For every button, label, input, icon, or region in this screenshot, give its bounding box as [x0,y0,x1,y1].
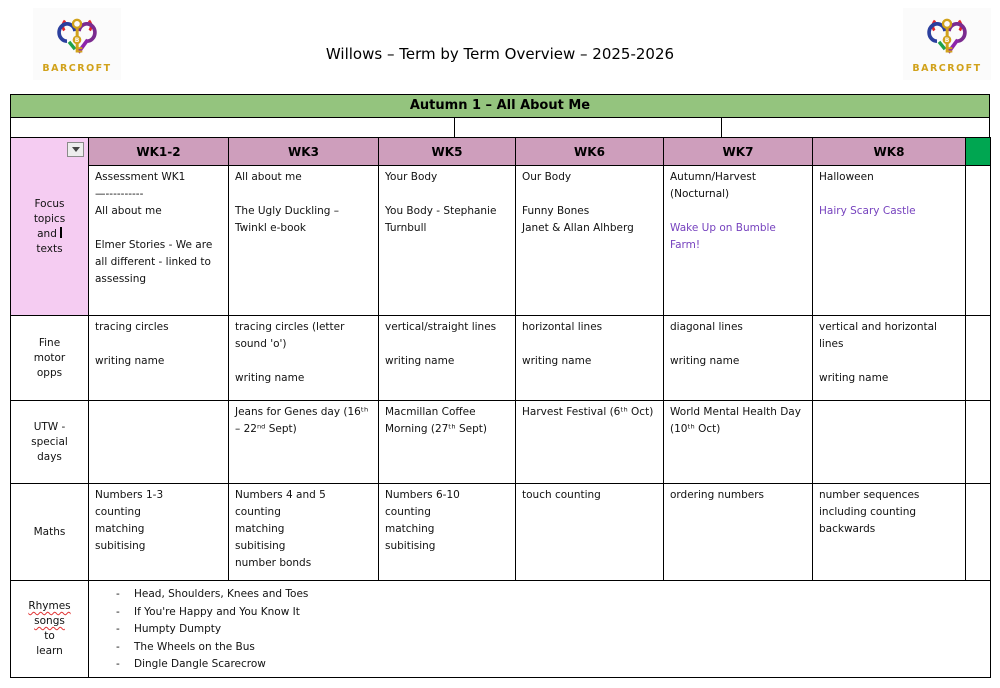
table-row-fine-motor [11,316,991,401]
cell-utw-wk8 [813,401,966,484]
week-header-row [11,138,991,166]
cell-fine-wk7: diagonal lines writing name [664,316,813,401]
cell-maths-wk8: number sequences including counting backwards [813,484,966,581]
cell-maths-wk5: Numbers 6-10 counting matching subitising [379,484,516,581]
logo-wordmark: BARCROFT [42,62,112,74]
week-header-wk6: WK6 [516,138,664,166]
week-header-wk1-2: WK1-2 [89,138,229,166]
cell-fine-wk6: horizontal lines writing name [516,316,664,401]
cell-utw-extra [966,401,991,484]
row-label-focus-topics: Focus topics and texts [17,197,82,257]
cell-fine-wk3: tracing circles (letter sound 'o') writing name [229,316,379,401]
logo-wordmark: BARCROFT [912,62,982,74]
cell-rhymes-song-list: - Head, Shoulders, Knees and Toes - If You're Happy and You Know It - Humpty Dumpty - The Wheels on the Bus - Dingle Dangle Scarecrow [89,581,991,678]
term-table [10,137,991,678]
cell-focus-extra [966,166,991,316]
cell-focus-wk8: Halloween Hairy Scary Castle [813,166,966,316]
cell-focus-wk7: Autumn/Harvest (Nocturnal) Wake Up on Bumble Farm! [664,166,813,316]
table-row-maths [11,484,991,581]
cell-fine-wk1-2: tracing circles writing name [89,316,229,401]
row-label-cell-focus-topics [11,138,89,316]
cell-focus-wk3: All about me The Ugly Duckling – Twinkl e-book [229,166,379,316]
cell-maths-wk6: touch counting [516,484,664,581]
row-label-utw: UTW - special days [11,401,89,484]
row-label-fine-motor: Fine motor opps [11,316,89,401]
cell-utw-wk1-2 [89,401,229,484]
accent-green-cell [966,138,991,166]
spacer-divider [454,118,455,137]
cell-utw-wk3: Jeans for Genes day (16ᵗʰ – 22ⁿᵈ Sept) [229,401,379,484]
week-header-wk5: WK5 [379,138,516,166]
row-label-rhymes-songs: Rhymes songs to learn [11,581,89,678]
term-overview-sheet [10,94,990,678]
table-row-focus-topics [11,166,991,316]
table-row-rhymes-songs [11,581,991,678]
cell-utw-wk5: Macmillan Coffee Morning (27ᵗʰ Sept) [379,401,516,484]
row-label-maths: Maths [11,484,89,581]
cell-fine-wk5: vertical/straight lines writing name [379,316,516,401]
cell-utw-wk6: Harvest Festival (6ᵗʰ Oct) [516,401,664,484]
cell-maths-wk1-2: Numbers 1-3 counting matching subitising [89,484,229,581]
cell-utw-wk7: World Mental Health Day (10ᵗʰ Oct) [664,401,813,484]
cell-maths-wk7: ordering numbers [664,484,813,581]
table-row-utw-special-days [11,401,991,484]
cell-maths-extra [966,484,991,581]
cell-focus-wk5: Your Body You Body - Stephanie Turnbull [379,166,516,316]
cell-fine-wk8: vertical and horizontal lines writing name [813,316,966,401]
week-header-wk8: WK8 [813,138,966,166]
spacer-divider [721,118,722,137]
spacer-row [10,118,990,137]
week-header-wk3: WK3 [229,138,379,166]
page-title: Willows – Term by Term Overview – 2025-2026 [325,45,675,63]
barcroft-logo-left [33,8,121,80]
week-header-wk7: WK7 [664,138,813,166]
barcroft-logo-right [903,8,991,80]
cell-fine-extra [966,316,991,401]
svg-text:B: B [944,36,950,44]
filter-dropdown-button[interactable] [67,142,84,157]
cell-focus-wk1-2: Assessment WK1 —---------- All about me Elmer Stories - We are all different - linked to assessing [89,166,229,316]
cell-focus-wk6: Our Body Funny Bones Janet & Allan Alhberg [516,166,664,316]
cell-maths-wk3: Numbers 4 and 5 counting matching subitising number bonds [229,484,379,581]
dropdown-arrow-icon [72,147,80,152]
term-banner: Autumn 1 – All About Me [10,94,990,118]
svg-text:B: B [74,36,80,44]
